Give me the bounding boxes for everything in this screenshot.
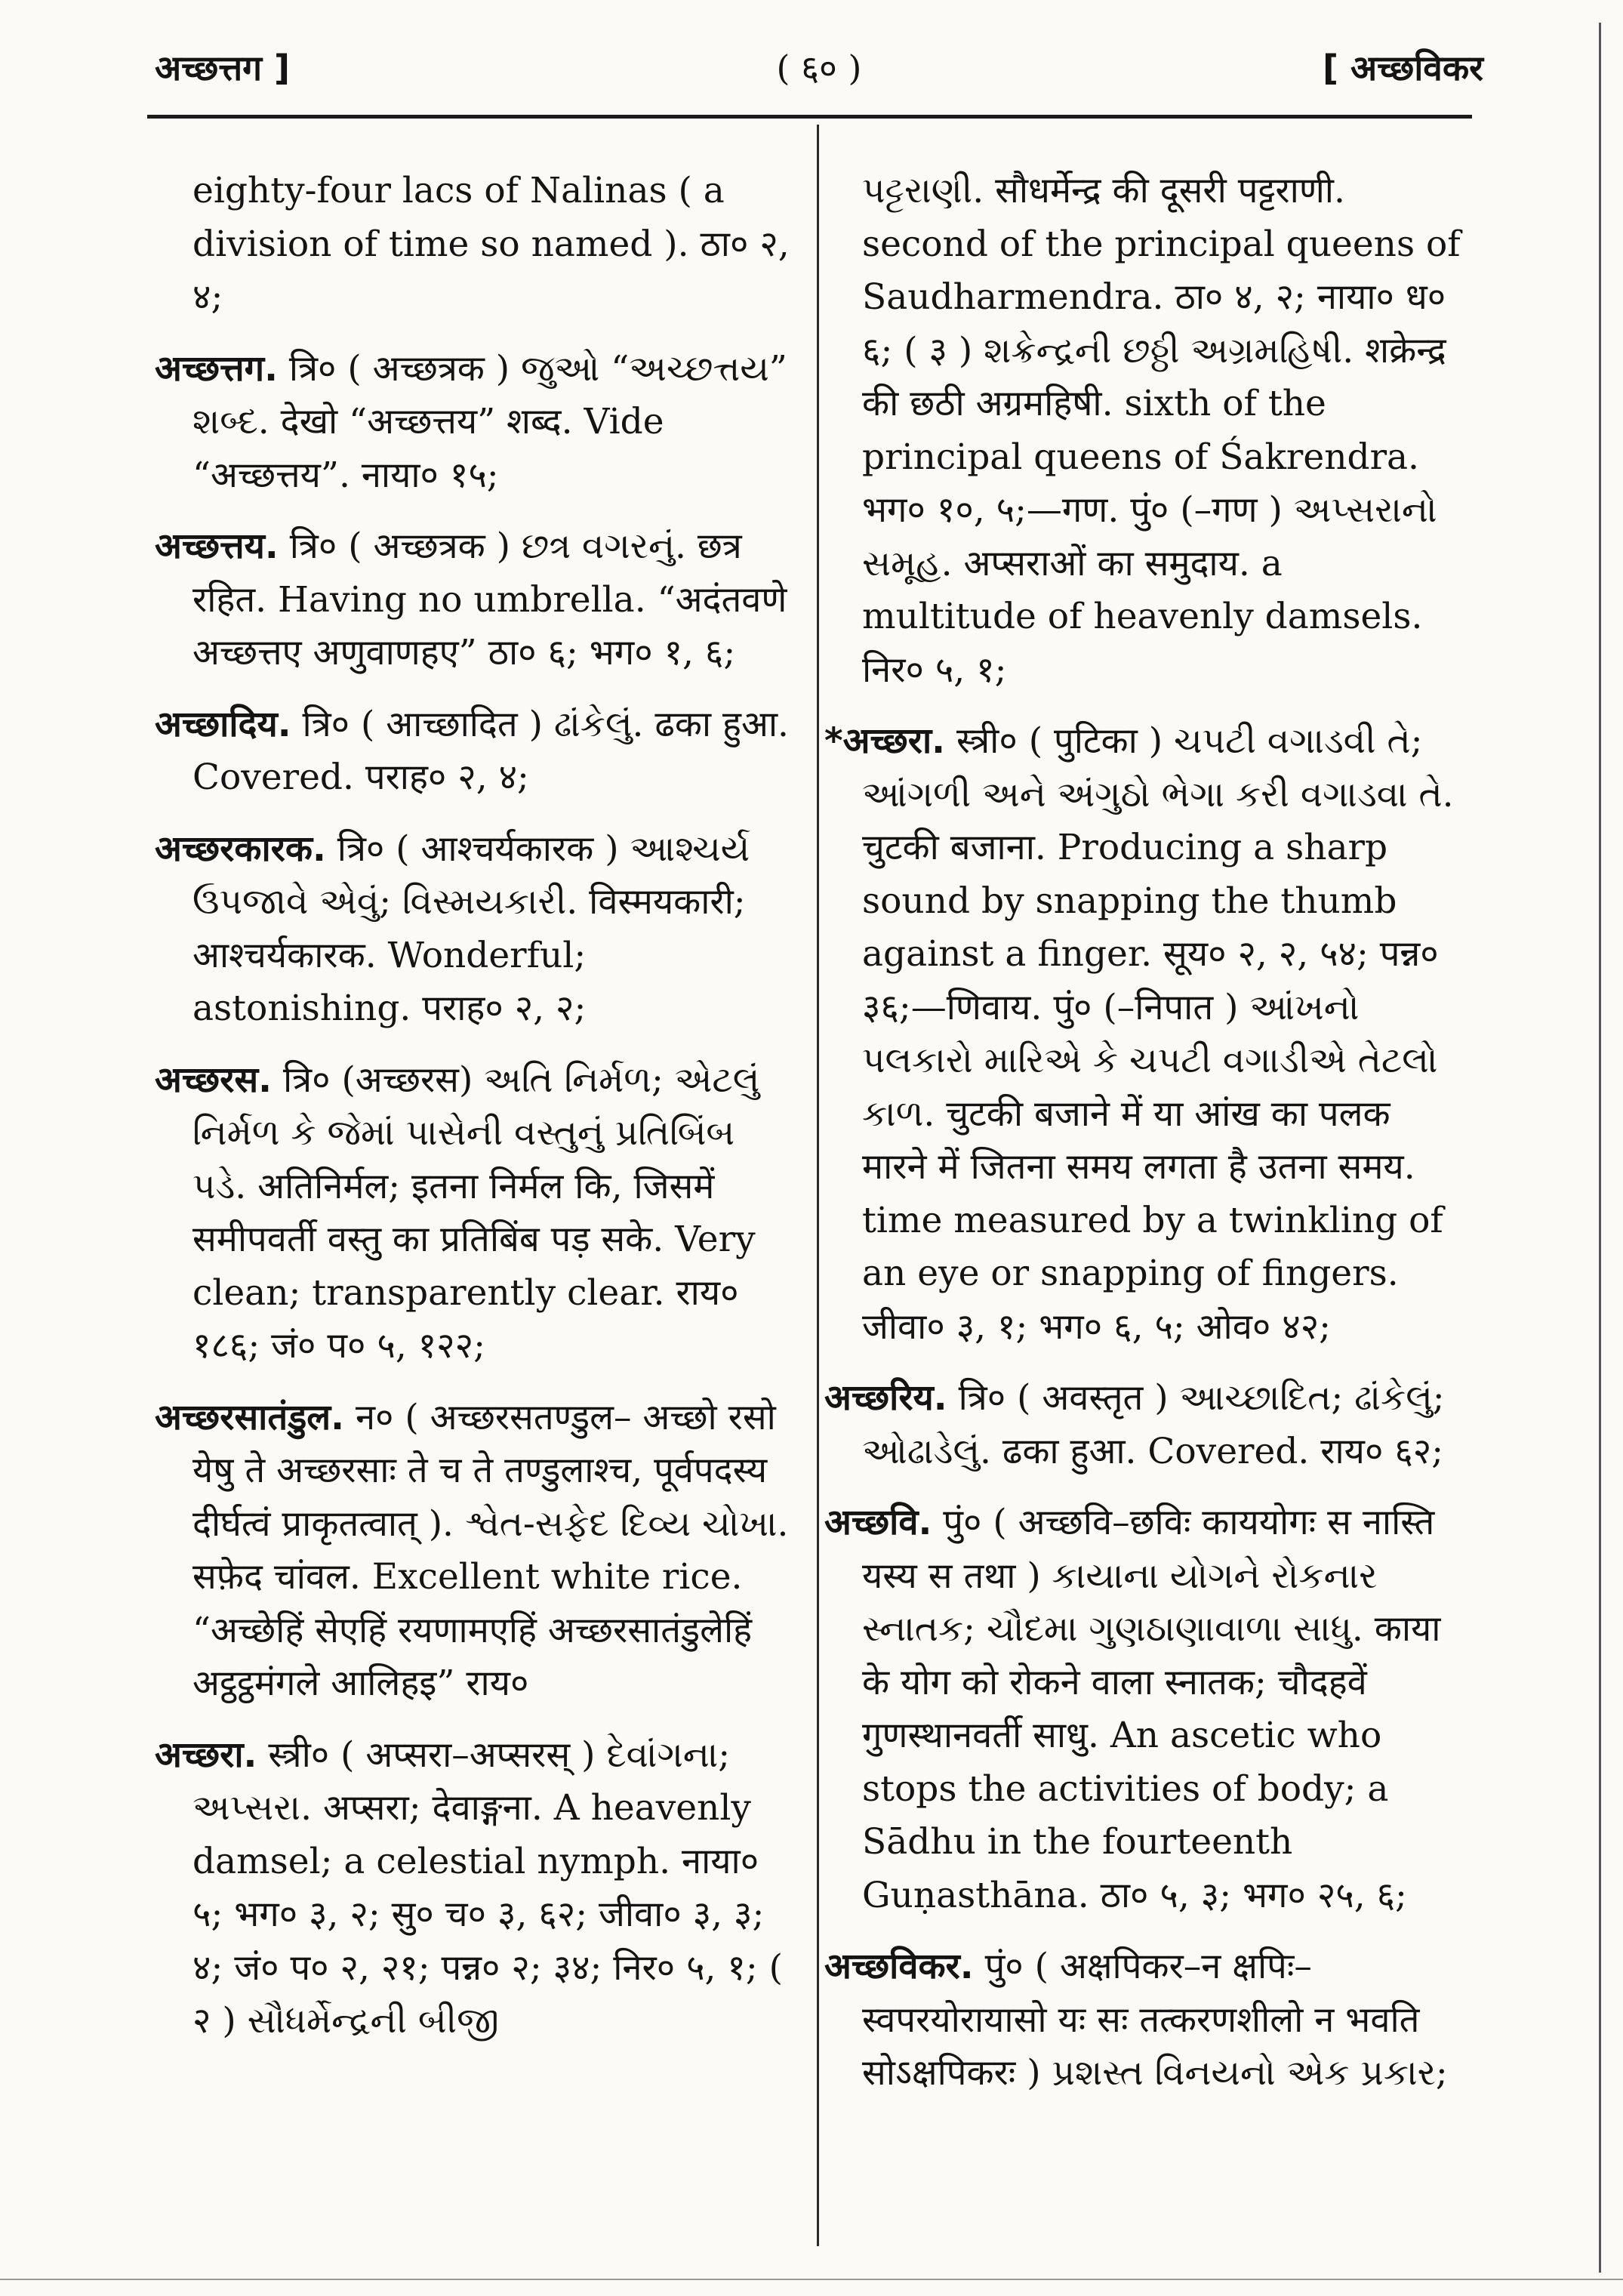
dictionary-entry [824, 715, 1462, 1354]
entry-text: पुं० ( अक्षपिकर–न क्षपिः–स्वपरयोरायासो यः सः तत्करणशीलो न भवति सोऽक्षपिकरः ) પ્રશસ્ત વિનયનો એક પ્રકાર; [862, 1946, 1448, 2094]
dictionary-entry [824, 1940, 1462, 2100]
dictionary-entry [155, 343, 793, 503]
dictionary-entry [824, 165, 1462, 697]
entry-text: स्त्री० ( अप्सरा–अप्सरस् ) દેવાંગના; અપ્સરા. अप्सरा; देवाङ्गना. A heavenly damsel; a celestial nymph. नाया० ५; भग० ३, २; सु० च० ३, ६२; जीवा० ३, ३; ४; जं० प० २, २१; पन्न० २; ३४; निर० ५, १; ( २ ) સૌધર્મેન્દ્રની બીજી [192, 1734, 783, 2042]
page-header [155, 36, 1483, 104]
dictionary-entry [155, 698, 793, 805]
entry-text: त्रि० ( अच्छत्रक ) જુઓ “અચ્છત્તય” શબ્દ. देखो “अच्छत्तय” शब्द. Vide “अच्छत्तय”. नाया० १५; [192, 347, 787, 496]
entry-headword: अच्छत्तय. [155, 525, 279, 567]
page-edge-line [1599, 23, 1601, 2273]
entry-headword: *अच्छरा. [824, 720, 945, 762]
entry-text: પટ્ટરાણી. सौधर्मेन्द्र की दूसरी पट्टराणी. second of the principal queens of Saudharmendra. ठा० ४, २; नाया० ध० ६; ( ३ ) શક્રેન્દ્રની છઠ્ઠી અગ્રમહિષી. शक्रेन्द्र की छठी अग्रमहिषी. sixth of the principal queens of Śakrendra. भग० १०, ५;—गण. पुं० (–गण ) અપ્સરાનો સમૂહ. अप्सराओं का समुदाय. a multitude of heavenly damsels. निर० ५, १; [862, 170, 1461, 691]
bottom-edge-line [0, 2279, 1623, 2280]
entry-text: न० ( अच्छरसतण्डुल– अच्छो रसो येषु ते अच्छरसाः ते च ते तण्डुलाश्च, पूर्वपदस्य दीर्घत्वं प्राकृतत्वात् ). શ્વેત-સફેદ દિવ્ય ચોખા. सफ़ेद चांवल. Excellent white rice. “अच्छेहिं सेएहिं रयणामएहिं अच्छरसातंडुलेहिं अट्ठट्ठमंगले आलिहइ” राय० [192, 1396, 789, 1704]
entry-headword: अच्छविकर. [824, 1946, 974, 1987]
entry-headword: अच्छरकारक. [155, 827, 326, 870]
entry-text: त्रि० ( अच्छत्रक ) છત્ર વગરનું. छत्र रहित. Having no umbrella. “अदंतवणे अच्छत्तए अणुवाणहए” ठा० ६; भग० १, ६; [192, 525, 787, 673]
entry-text: त्रि० (अच्छरस) અતિ નિર્મળ; એટલું નિર્મળ કે જેમાં પાસેની વસ્તુનું પ્રતિબિંબ પડે. अतिनिर्मल; इतना निर्मल कि, जिसमें समीपवर्ती वस्तु का प्रतिबिंब पड़ सके. Very clean; transparently clear. राय० १८६; जं० प० ५, १२२; [192, 1059, 760, 1367]
entry-headword: अच्छरसातंडुल. [155, 1396, 344, 1438]
entry-headword: अच्छत्तग. [155, 347, 278, 390]
left-column [155, 165, 793, 2066]
entry-text: eighty-four lacs of Nalinas ( a division of time so named ). ठा० २, ४; [192, 170, 790, 318]
right-column [824, 165, 1462, 2119]
entry-text: त्रि० ( आश्चर्यकारक ) આશ્ચર્ય ઉપજાવે એવું; વિસ્મયકારી. विस्मयकारी; आश्चर्यकारक. Wonderful; astonishing. पराह० २, २; [192, 827, 750, 1029]
left-catchword: अच्छत्तग ] [155, 48, 291, 88]
dictionary-entry [155, 1391, 793, 1711]
entry-headword: अच्छरिय. [824, 1377, 947, 1419]
entry-text: त्रि० ( अवस्तृत ) આચ્છાદિત; ઢાંકેલું; ઓઢાડેલું. ढका हुआ. Covered. राय० ६२; [862, 1377, 1445, 1472]
dictionary-entry [824, 1496, 1462, 1922]
entry-text: स्त्री० ( पुटिका ) ચપટી વગાડવી તે; આંગળી અને અંગુઠો ભેગા કરી વગાડવા તે. चुटकी बजाना. Producing a sharp sound by snapping the thumb against a finger. सूय० २, २, ५४; पन्न० ३६;—णिवाय. पुं० (–निपात ) આંખનો પલકારો મારિએ કે ચપટી વગાડીએ તેટલો કાળ. चुटकी बजाने में या आंख का पलक मारने में जितना समय लगता है उतना समय. time measured by a twinkling of an eye or snapping of fingers. जीवा० ३, १; भग० ६, ५; ओव० ४२; [862, 720, 1454, 1348]
dictionary-entry [155, 823, 793, 1036]
right-catchword: [ अच्छविकर [1323, 48, 1483, 88]
dictionary-entry [155, 520, 793, 680]
entry-headword: अच्छरा. [155, 1734, 257, 1776]
column-divider [817, 125, 819, 2246]
dictionary-entry [155, 165, 793, 325]
dictionary-entry [155, 1054, 793, 1373]
entry-text: त्रि० ( आच्छादित ) ઢાંકેલું. ढका हुआ. Covered. पराह० २, ४; [192, 703, 789, 798]
entry-headword: अच्छवि. [824, 1502, 932, 1543]
entry-headword: अच्छादिय. [155, 703, 291, 745]
dictionary-entry [155, 1729, 793, 2048]
dictionary-entry [824, 1372, 1462, 1478]
header-rule [147, 115, 1472, 119]
entry-text: पुं० ( अच्छवि–छविः काययोगः स नास्ति यस्य स तथा ) કાયાના યોગને રોકનાર સ્નાતક; ચૌદમા ગુણઠાણાવાળા સાધુ. काया के योग को रोकने वाला स्नातक; चौदहवें गुणस्थानवर्ती साधु. An ascetic who stops the activities of body; a Sādhu in the fourteenth Guṇasthāna. ठा० ५, ३; भग० २५, ६; [862, 1502, 1441, 1916]
page-number: ( ६० ) [776, 48, 862, 88]
entry-headword: अच्छरस. [155, 1059, 273, 1101]
